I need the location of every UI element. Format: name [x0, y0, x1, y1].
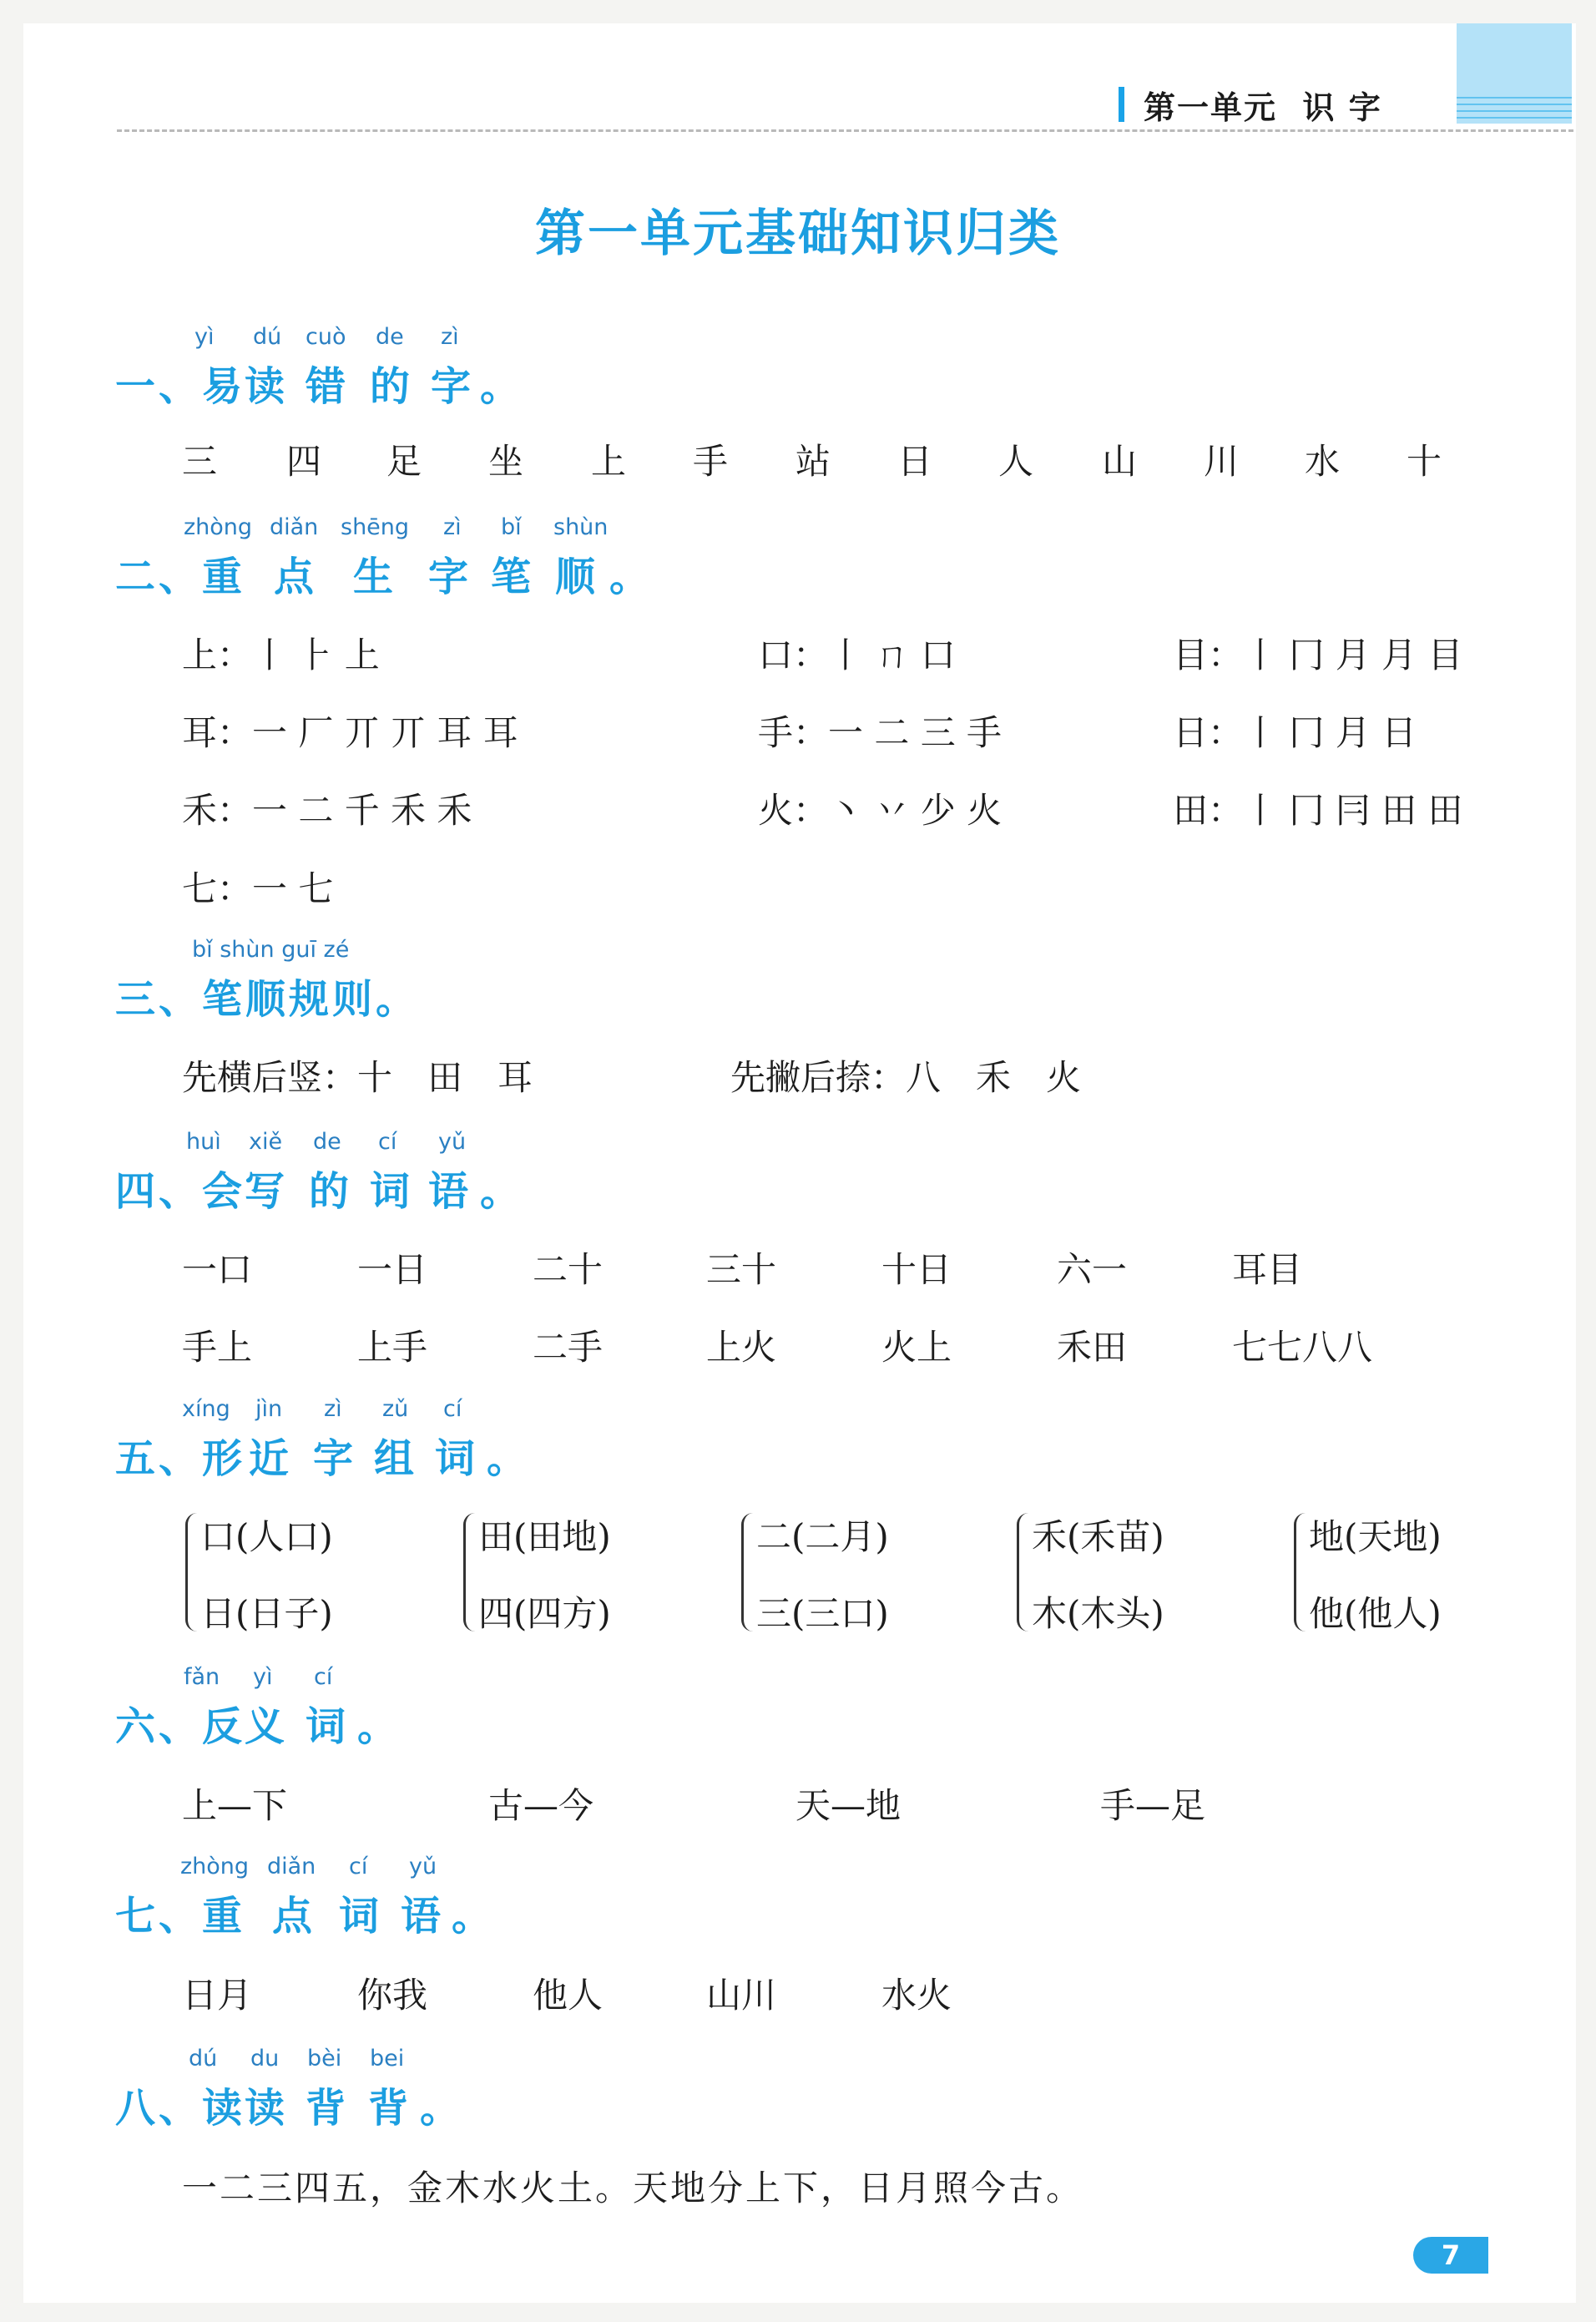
stroke-order-item: 禾：一 二 千 禾 禾 [182, 790, 472, 831]
word: 山川 [706, 1975, 777, 2016]
page-title: 第一单元基础知识归类 [535, 205, 1061, 263]
stroke-order-item: 手：一 二 三 手 [758, 712, 1003, 753]
similar-char-word: 口(人口) [200, 1516, 333, 1557]
similar-char-word: 他(他人) [1309, 1593, 1442, 1634]
similar-char-word: 禾(禾苗) [1032, 1516, 1164, 1557]
word: 火上 [881, 1327, 952, 1368]
char: 上 [591, 441, 627, 482]
similar-char-word: 二(二月) [756, 1516, 889, 1557]
similar-char-word: 地(天地) [1309, 1516, 1442, 1557]
stroke-order-item: 日：丨 冂 月 日 [1173, 712, 1417, 753]
brace-icon [463, 1513, 477, 1631]
word: 一口 [182, 1249, 253, 1290]
brace-icon [741, 1513, 755, 1631]
char: 三 [182, 441, 218, 482]
word: 三十 [706, 1249, 777, 1290]
unit-label: 第一单元 识 字 [1144, 89, 1382, 126]
stroke-rule: 先撇后捺：八 禾 火 [730, 1057, 1082, 1098]
word: 上手 [357, 1327, 428, 1368]
stroke-order-item: 口：丨 ㄇ 口 [758, 635, 956, 675]
word: 手上 [182, 1327, 253, 1368]
similar-char-word: 田(田地) [478, 1516, 611, 1557]
stroke-order-item: 耳：一 厂 丌 丌 耳 耳 [182, 712, 518, 753]
word: 二手 [533, 1327, 604, 1368]
word: 禾田 [1057, 1327, 1128, 1368]
word: 十日 [881, 1249, 952, 1290]
antonym-pair: 天—地 [795, 1785, 902, 1826]
char: 站 [795, 441, 831, 482]
stroke-order-item: 火：丶 丷 少 火 [758, 790, 1003, 831]
word: 上火 [706, 1327, 777, 1368]
char: 水 [1305, 441, 1341, 482]
char: 山 [1102, 441, 1138, 482]
char: 坐 [488, 441, 524, 482]
recitation-text: 一二三四五，金木水火土。天地分上下，日月照今古。 [182, 2168, 1084, 2208]
word: 一日 [357, 1249, 428, 1290]
char: 足 [386, 441, 422, 482]
char: 川 [1204, 441, 1240, 482]
header-divider [117, 129, 1573, 132]
similar-char-word: 三(三口) [756, 1593, 889, 1634]
word: 耳目 [1232, 1249, 1303, 1290]
page-number: 7 [1413, 2237, 1488, 2274]
word: 你我 [357, 1975, 428, 2016]
similar-char-word: 日(日子) [200, 1593, 333, 1634]
brace-icon [185, 1513, 200, 1631]
char: 十 [1407, 441, 1442, 482]
similar-char-word: 木(木头) [1032, 1593, 1164, 1634]
char: 手 [693, 441, 729, 482]
stroke-order-item: 目：丨 冂 月 月 目 [1173, 635, 1463, 675]
brace-icon [1294, 1513, 1308, 1631]
word: 他人 [533, 1975, 604, 2016]
word: 水火 [881, 1975, 952, 2016]
stroke-order-item: 田：丨 冂 冃 田 田 [1173, 790, 1463, 831]
stroke-rule: 先横后竖：十 田 耳 [182, 1057, 533, 1098]
stroke-order-item: 上：丨 ⺊ 上 [182, 635, 380, 675]
antonym-pair: 上—下 [182, 1785, 288, 1826]
word: 七七八八 [1232, 1327, 1373, 1368]
stroke-order-item: 七：一 七 [182, 868, 334, 909]
antonym-pair: 古—今 [488, 1785, 594, 1826]
word: 二十 [533, 1249, 604, 1290]
word: 六一 [1057, 1249, 1128, 1290]
word: 日月 [182, 1975, 253, 2016]
brace-icon [1017, 1513, 1031, 1631]
char: 日 [897, 441, 933, 482]
header-accent-bar [1119, 87, 1124, 122]
similar-char-word: 四(四方) [478, 1593, 611, 1634]
header-decoration [1457, 23, 1572, 124]
char: 四 [286, 441, 322, 482]
antonym-pair: 手—足 [1100, 1785, 1206, 1826]
char: 人 [998, 441, 1034, 482]
